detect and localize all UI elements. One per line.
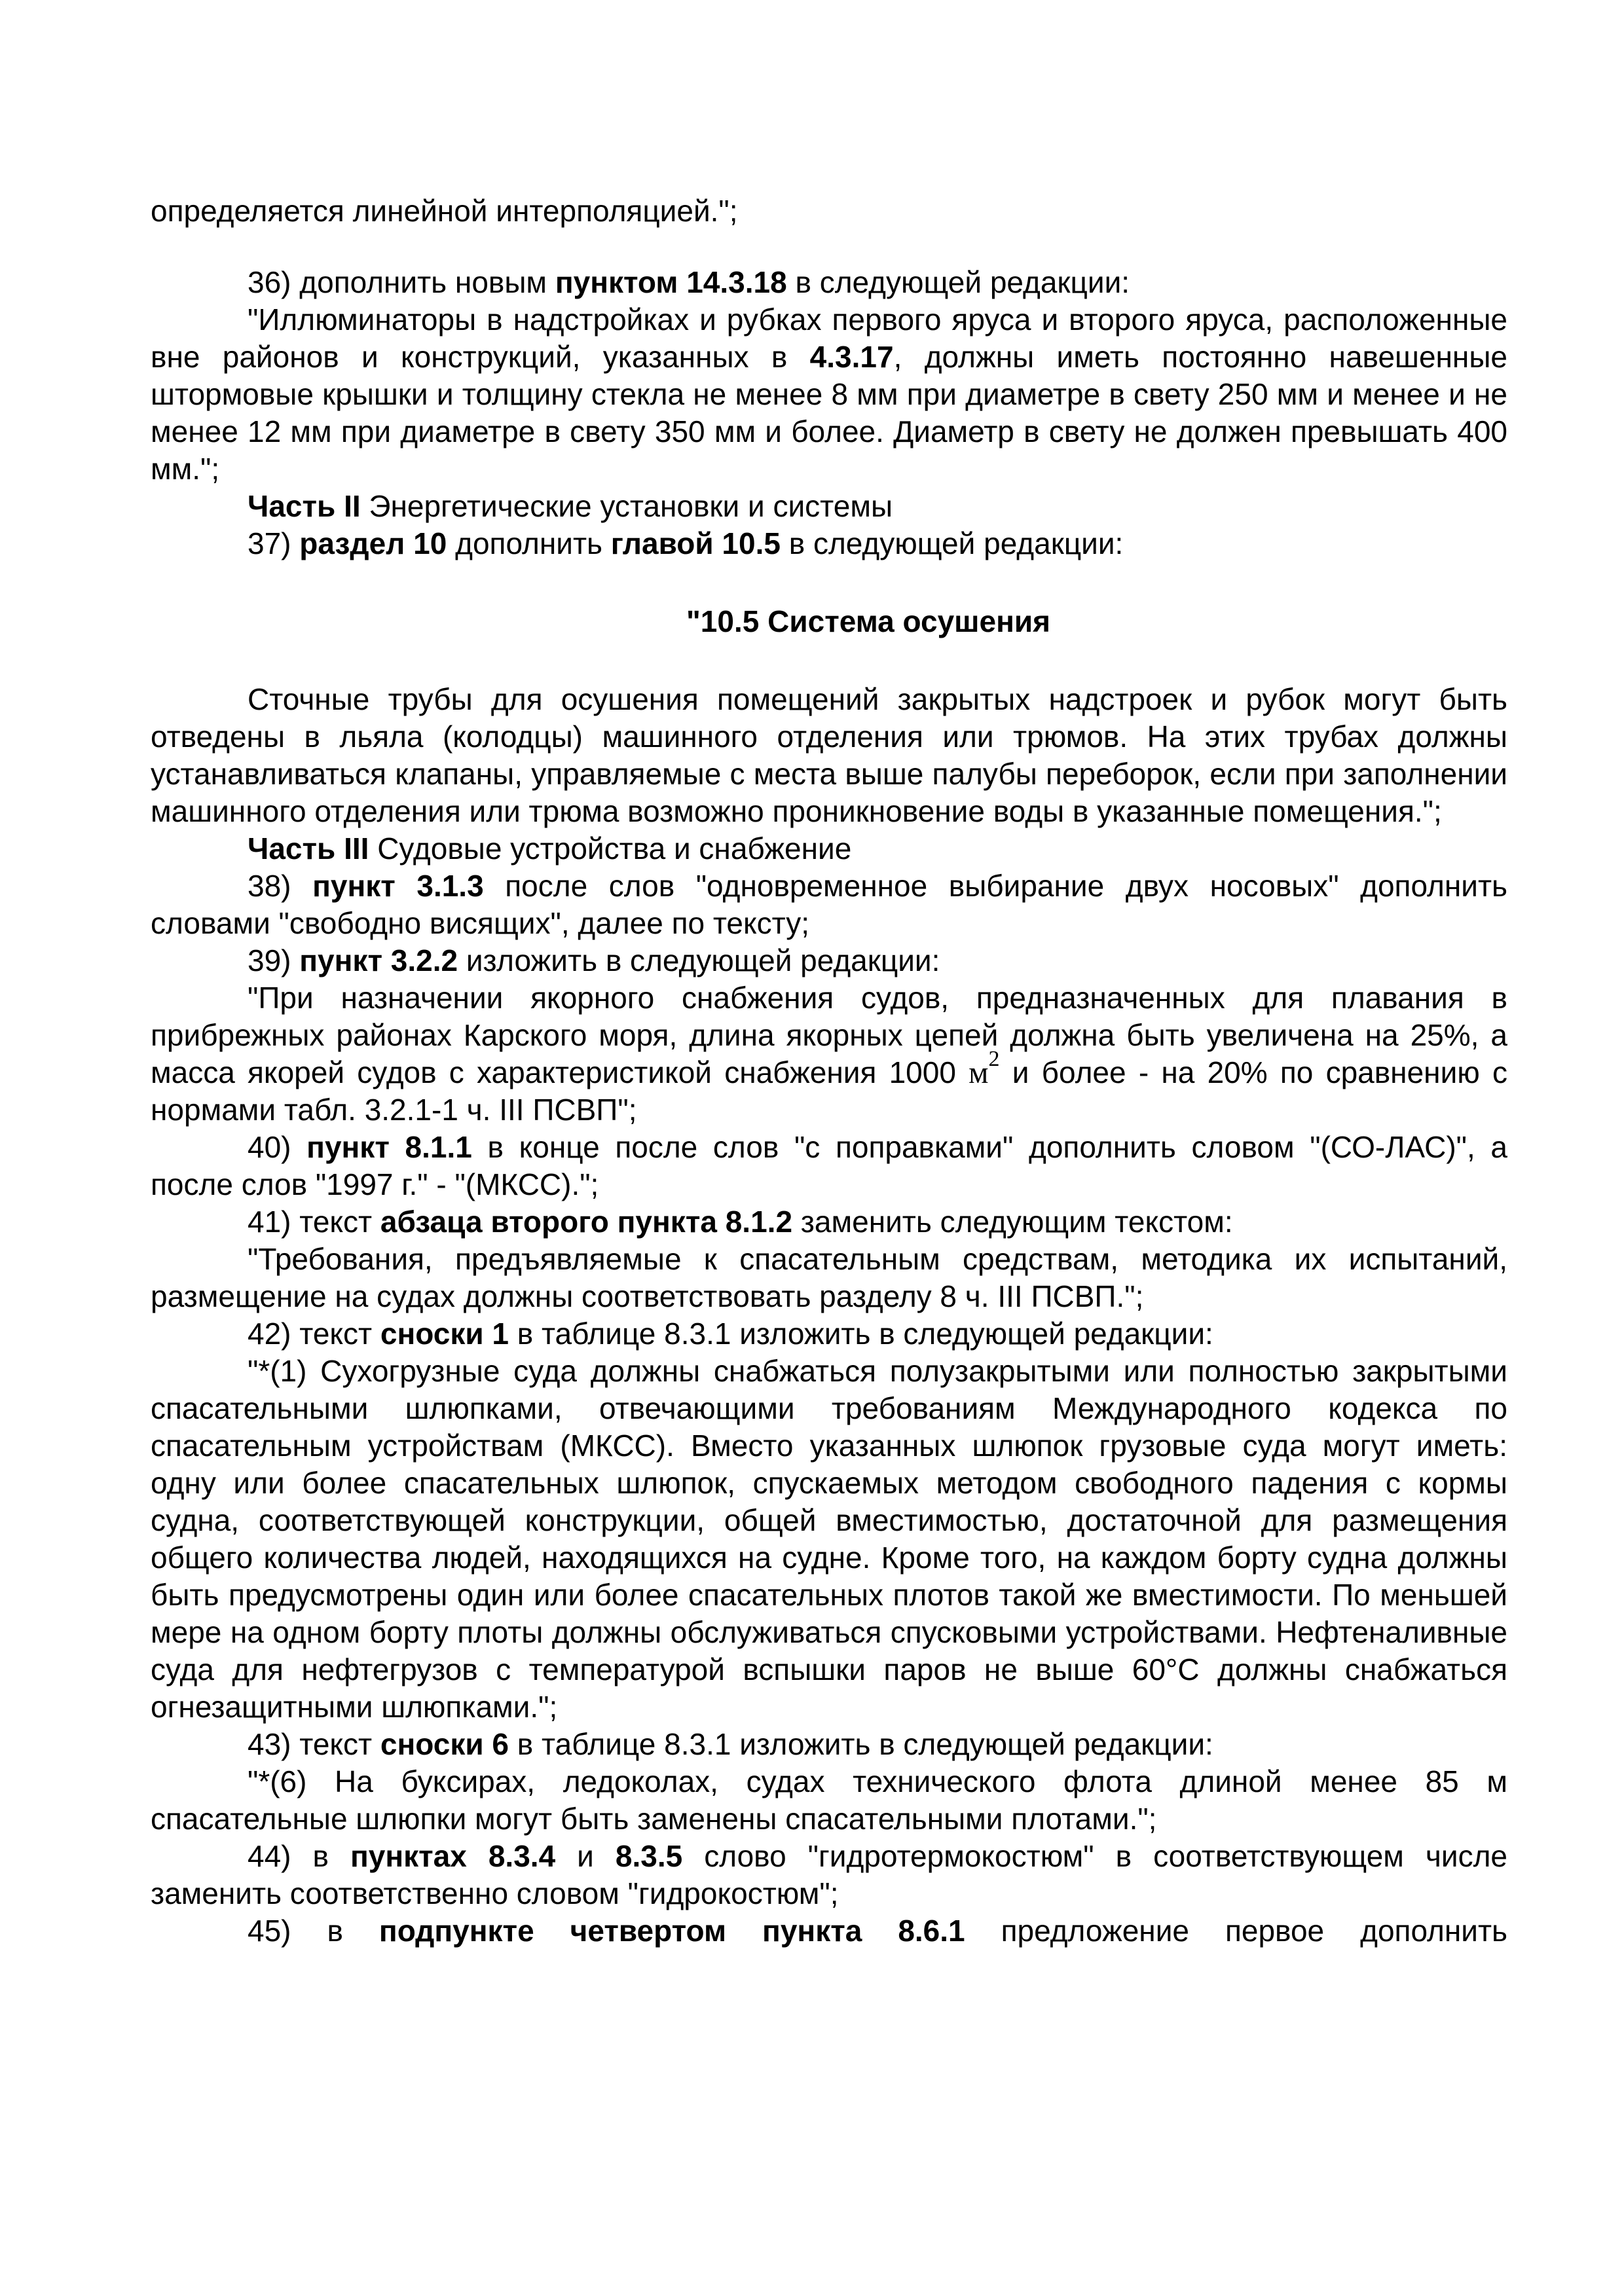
item-43-tail: в таблице 8.3.1 изложить в следующей редакции: (509, 1727, 1213, 1761)
item-36-text: 36) дополнить новым (248, 265, 555, 299)
item-41-quote: "Требования, предъявляемые к спасательным средствам, методика их испытаний, размещение на судах должны соответствовать разделу 8 ч. III ПСВП."; (151, 1242, 1507, 1313)
item-43 (151, 1726, 1507, 1763)
part-3-title (151, 830, 1507, 867)
item-36-ref: пунктом 14.3.18 (555, 265, 787, 299)
section-heading: "10.5 Система осушения (686, 604, 1050, 638)
item-36-quote-text: "Иллюминаторы в надстройках и рубках первого яруса и второго яруса, расположенные вне районов и конструкций, указанных в (151, 302, 1507, 374)
item-45 (151, 1912, 1507, 1950)
item-39-ref: пункт 3.2.2 (299, 943, 458, 977)
item-42-tail: в таблице 8.3.1 изложить в следующей редакции: (509, 1317, 1213, 1351)
item-44-ref-1: пунктах 8.3.4 (350, 1839, 556, 1873)
item-41-ref: абзаца второго пункта 8.1.2 (380, 1205, 793, 1239)
item-38-ref: пункт 3.1.3 (312, 869, 484, 903)
item-38-text: после слов "одновременное выбирание двух носовых" дополнить словами "свободно висящих", далее по тексту; (151, 869, 1507, 940)
part-2-label: Часть II (248, 489, 361, 523)
part-3-label: Часть III (248, 831, 369, 866)
item-40-ref: пункт 8.1.1 (306, 1130, 472, 1164)
item-38-number: 38) (248, 869, 313, 903)
item-36-quote-tail: , должны иметь постоянно навешенные штормовые крышки и толщину стекла не менее 8 мм при диаметре в свету 250 мм и менее и не менее 12 мм при диаметре в свету 350 мм и более. Диаметр в свету не должен превышать 400 мм."; (151, 340, 1507, 486)
item-37-ref-section: раздел 10 (299, 526, 447, 560)
item-39-text: изложить в следующей редакции: (458, 943, 940, 977)
item-42-ref: сноски 1 (380, 1317, 509, 1351)
item-45-number: 45) в (248, 1914, 379, 1948)
item-41-tail: заменить следующим текстом: (792, 1205, 1233, 1239)
document-body (151, 192, 1507, 1950)
item-39 (151, 942, 1507, 979)
item-39-quote (151, 979, 1507, 1129)
item-44 (151, 1838, 1507, 1912)
item-36 (151, 264, 1507, 301)
part-2-name: Энергетические установки и системы (360, 489, 893, 523)
item-36-tail: в следующей редакции: (786, 265, 1130, 299)
unit-exponent: 2 (988, 1047, 1000, 1071)
item-40-number: 40) (248, 1130, 307, 1164)
item-37-tail: в следующей редакции: (780, 526, 1124, 560)
item-40-text: в конце после слов "с поправками" дополнить словом "(СО-ЛАС)", а после слов "1997 г." - "(МКСС)."; (151, 1130, 1507, 1201)
item-44-number: 44) в (248, 1839, 350, 1873)
item-37-ref-chapter: главой 10.5 (610, 526, 781, 560)
item-38 (151, 867, 1507, 942)
item-36-quote-ref: 4.3.17 (809, 340, 894, 374)
item-39-quote-text: "При назначении якорного снабжения судов, предназначенных для плавания в прибрежных районах Карского моря, длина якорных цепей должна быть увеличена на 25%, а масса якорей судов с характеристикой снабжения 1000 (151, 981, 1507, 1089)
part-3-name: Судовые устройства и снабжение (369, 831, 852, 866)
paragraph-continuation: определяется линейной интерполяцией."; (151, 194, 738, 228)
item-45-text: предложение первое дополнить (965, 1914, 1507, 1948)
item-43-text: 43) текст (248, 1727, 380, 1761)
drainage-paragraph: Сточные трубы для осушения помещений закрытых надстроек и рубок могут быть отведены в льяла (колодцы) машинного отделения или трюмов. На этих трубах должны устанавливаться клапаны, управляемые с места выше палубы переборок, если при заполнении машинного отделения или трюма возможно проникновение воды в указанные помещения."; (151, 682, 1507, 828)
item-42 (151, 1315, 1507, 1353)
item-40 (151, 1129, 1507, 1203)
item-41-text: 41) текст (248, 1205, 380, 1239)
item-36-quote (151, 301, 1507, 488)
item-39-quote-tail: и более - на 20% по сравнению с нормами табл. 3.2.1-1 ч. III ПСВП"; (151, 1055, 1507, 1127)
unit-symbol: м (969, 1055, 989, 1090)
item-42-quote: "*(1) Сухогрузные суда должны снабжаться полузакрытыми или полностью закрытыми спасательными шлюпками, отвечающими требованиям Международного кодекса по спасательным устройствам (МКСС). Вместо указанных шлюпок грузовые суда могут иметь: одну или более спасательных шлюпок, спускаемых методом свободного падения с кормы судна, соответствующей конструкции, общей вместимостью, достаточной для размещения общего количества людей, находящихся на судне. Кроме того, на каждом борту судна должны быть предусмотрены один или более спасательных плотов такой же вместимости. По меньшей мере на одном борту плоты должны обслуживаться спусковыми устройствами. Нефтеналивные суда для нефтегрузов с температурой вспышки паров не выше 60°С должны снабжаться огнезащитными шлюпками."; (151, 1354, 1507, 1724)
item-44-ref-2: 8.3.5 (615, 1839, 683, 1873)
item-37-text: дополнить (447, 526, 611, 560)
item-42-text: 42) текст (248, 1317, 380, 1351)
item-45-ref: подпункте четвертом пункта 8.6.1 (378, 1914, 965, 1948)
item-39-number: 39) (248, 943, 300, 977)
part-2-title (151, 488, 1507, 525)
unit-square-meter (969, 1047, 1000, 1090)
item-37 (151, 525, 1507, 562)
item-37-number: 37) (248, 526, 300, 560)
item-43-ref: сноски 6 (380, 1727, 509, 1761)
item-44-text: слово "гидротермокостюм" в соответствующем числе заменить соответственно словом "гидрокостюм"; (151, 1839, 1507, 1910)
item-43-quote: "*(6) На буксирах, ледоколах, судах технического флота длиной менее 85 м спасательные шлюпки могут быть заменены спасательными плотами."; (151, 1764, 1507, 1836)
item-41 (151, 1203, 1507, 1241)
item-44-conj: и (555, 1839, 616, 1873)
